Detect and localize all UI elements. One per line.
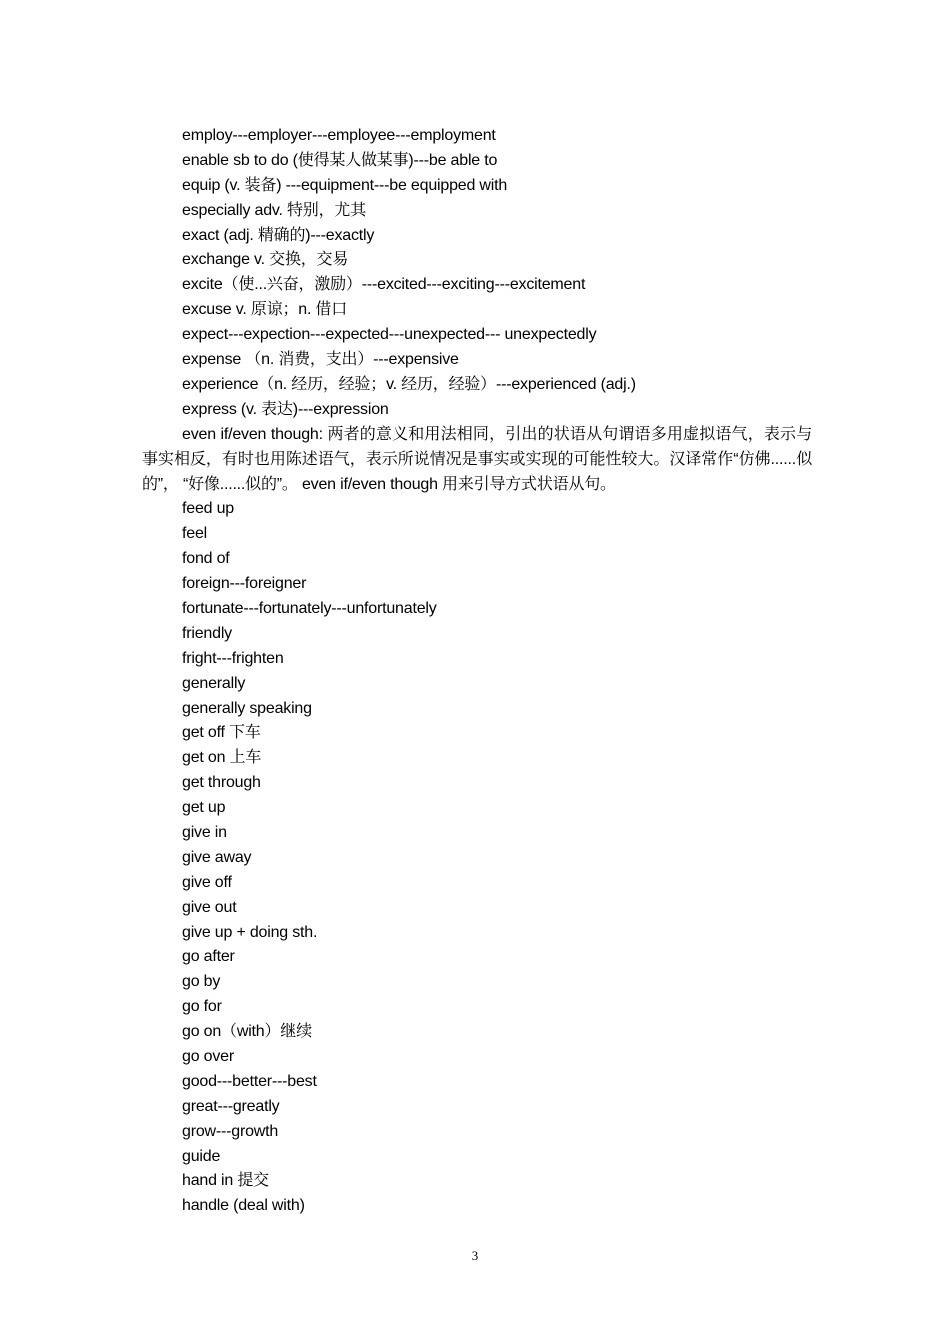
vocabulary-entry: fond of: [182, 550, 230, 568]
vocabulary-entry: grow---growth: [182, 1122, 279, 1140]
vocabulary-entry: feed up: [182, 500, 234, 518]
vocabulary-entry: excite（使...兴奋，激励）---excited---exciting---excitement: [182, 276, 586, 294]
vocabulary-entry: give out: [182, 898, 237, 916]
vocabulary-entry: enable sb to do (使得某人做某事)---be able to: [182, 151, 498, 169]
vocabulary-entry: express (v. 表达)---expression: [182, 400, 389, 418]
vocabulary-entry: go after: [182, 948, 235, 966]
vocabulary-entry: exact (adj. 精确的)---exactly: [182, 226, 375, 244]
vocabulary-entry: give away: [182, 848, 252, 866]
vocabulary-entry: give off: [182, 873, 232, 891]
vocabulary-entry: especially adv. 特别，尤其: [182, 201, 367, 219]
vocabulary-entry: exchange v. 交换，交易: [182, 251, 349, 269]
vocabulary-entry: fortunate---fortunately---unfortunately: [182, 599, 437, 617]
vocabulary-entries-after: [142, 497, 812, 1219]
vocabulary-entry: friendly: [182, 624, 232, 642]
vocabulary-entry: go over: [182, 1048, 234, 1065]
vocabulary-entry: expense （n. 消费，支出）---expensive: [182, 351, 459, 369]
vocabulary-entries-before: [142, 124, 812, 423]
even-if-explanation: even if/even though: 两者的意义和用法相同，引出的状语从句谓语多用虚拟语气，表示与事实相反，有时也用陈述语气，表示所说情况是事实或实现的可能性较大。汉译常作“仿佛......似的”， “好像......似的”。 even if/even though 用来引导方式状语从句。: [142, 425, 812, 493]
vocabulary-entry: give up + doing sth.: [182, 923, 318, 941]
vocabulary-entry: equip (v. 装备) ---equipment---be equipped with: [182, 176, 508, 194]
vocabulary-entry: good---better---best: [182, 1072, 317, 1090]
vocabulary-entry: generally: [182, 674, 246, 692]
vocabulary-entry: go for: [182, 998, 222, 1016]
vocabulary-entry: go on（with）继续: [182, 1023, 312, 1041]
vocabulary-entry: employ---employer---employee---employment: [182, 127, 496, 144]
vocabulary-entry: get off 下车: [182, 724, 261, 742]
vocabulary-entry: go by: [182, 973, 221, 991]
vocabulary-entry: get up: [182, 799, 226, 817]
vocabulary-entry: feel: [182, 525, 207, 543]
vocabulary-entry: get on 上车: [182, 749, 262, 767]
vocabulary-entry: foreign---foreigner: [182, 575, 307, 593]
vocabulary-entry: generally speaking: [182, 699, 312, 717]
vocabulary-list: [142, 124, 812, 1219]
vocabulary-entry: expect---expection---expected---unexpected--- unexpectedly: [182, 326, 597, 344]
vocabulary-entry: get through: [182, 774, 261, 792]
vocabulary-entry: excuse v. 原谅；n. 借口: [182, 301, 348, 319]
page-number: 3: [471, 1248, 479, 1263]
vocabulary-entry: handle (deal with): [182, 1197, 305, 1215]
vocabulary-entry: great---greatly: [182, 1097, 280, 1115]
vocabulary-entry: give in: [182, 823, 227, 841]
vocabulary-entry: fright---frighten: [182, 649, 284, 667]
vocabulary-entry: experience（n. 经历，经验；v. 经历，经验）---experienced (adj.): [182, 375, 636, 393]
vocabulary-entry: hand in 提交: [182, 1172, 269, 1190]
vocabulary-entry: guide: [182, 1147, 221, 1165]
